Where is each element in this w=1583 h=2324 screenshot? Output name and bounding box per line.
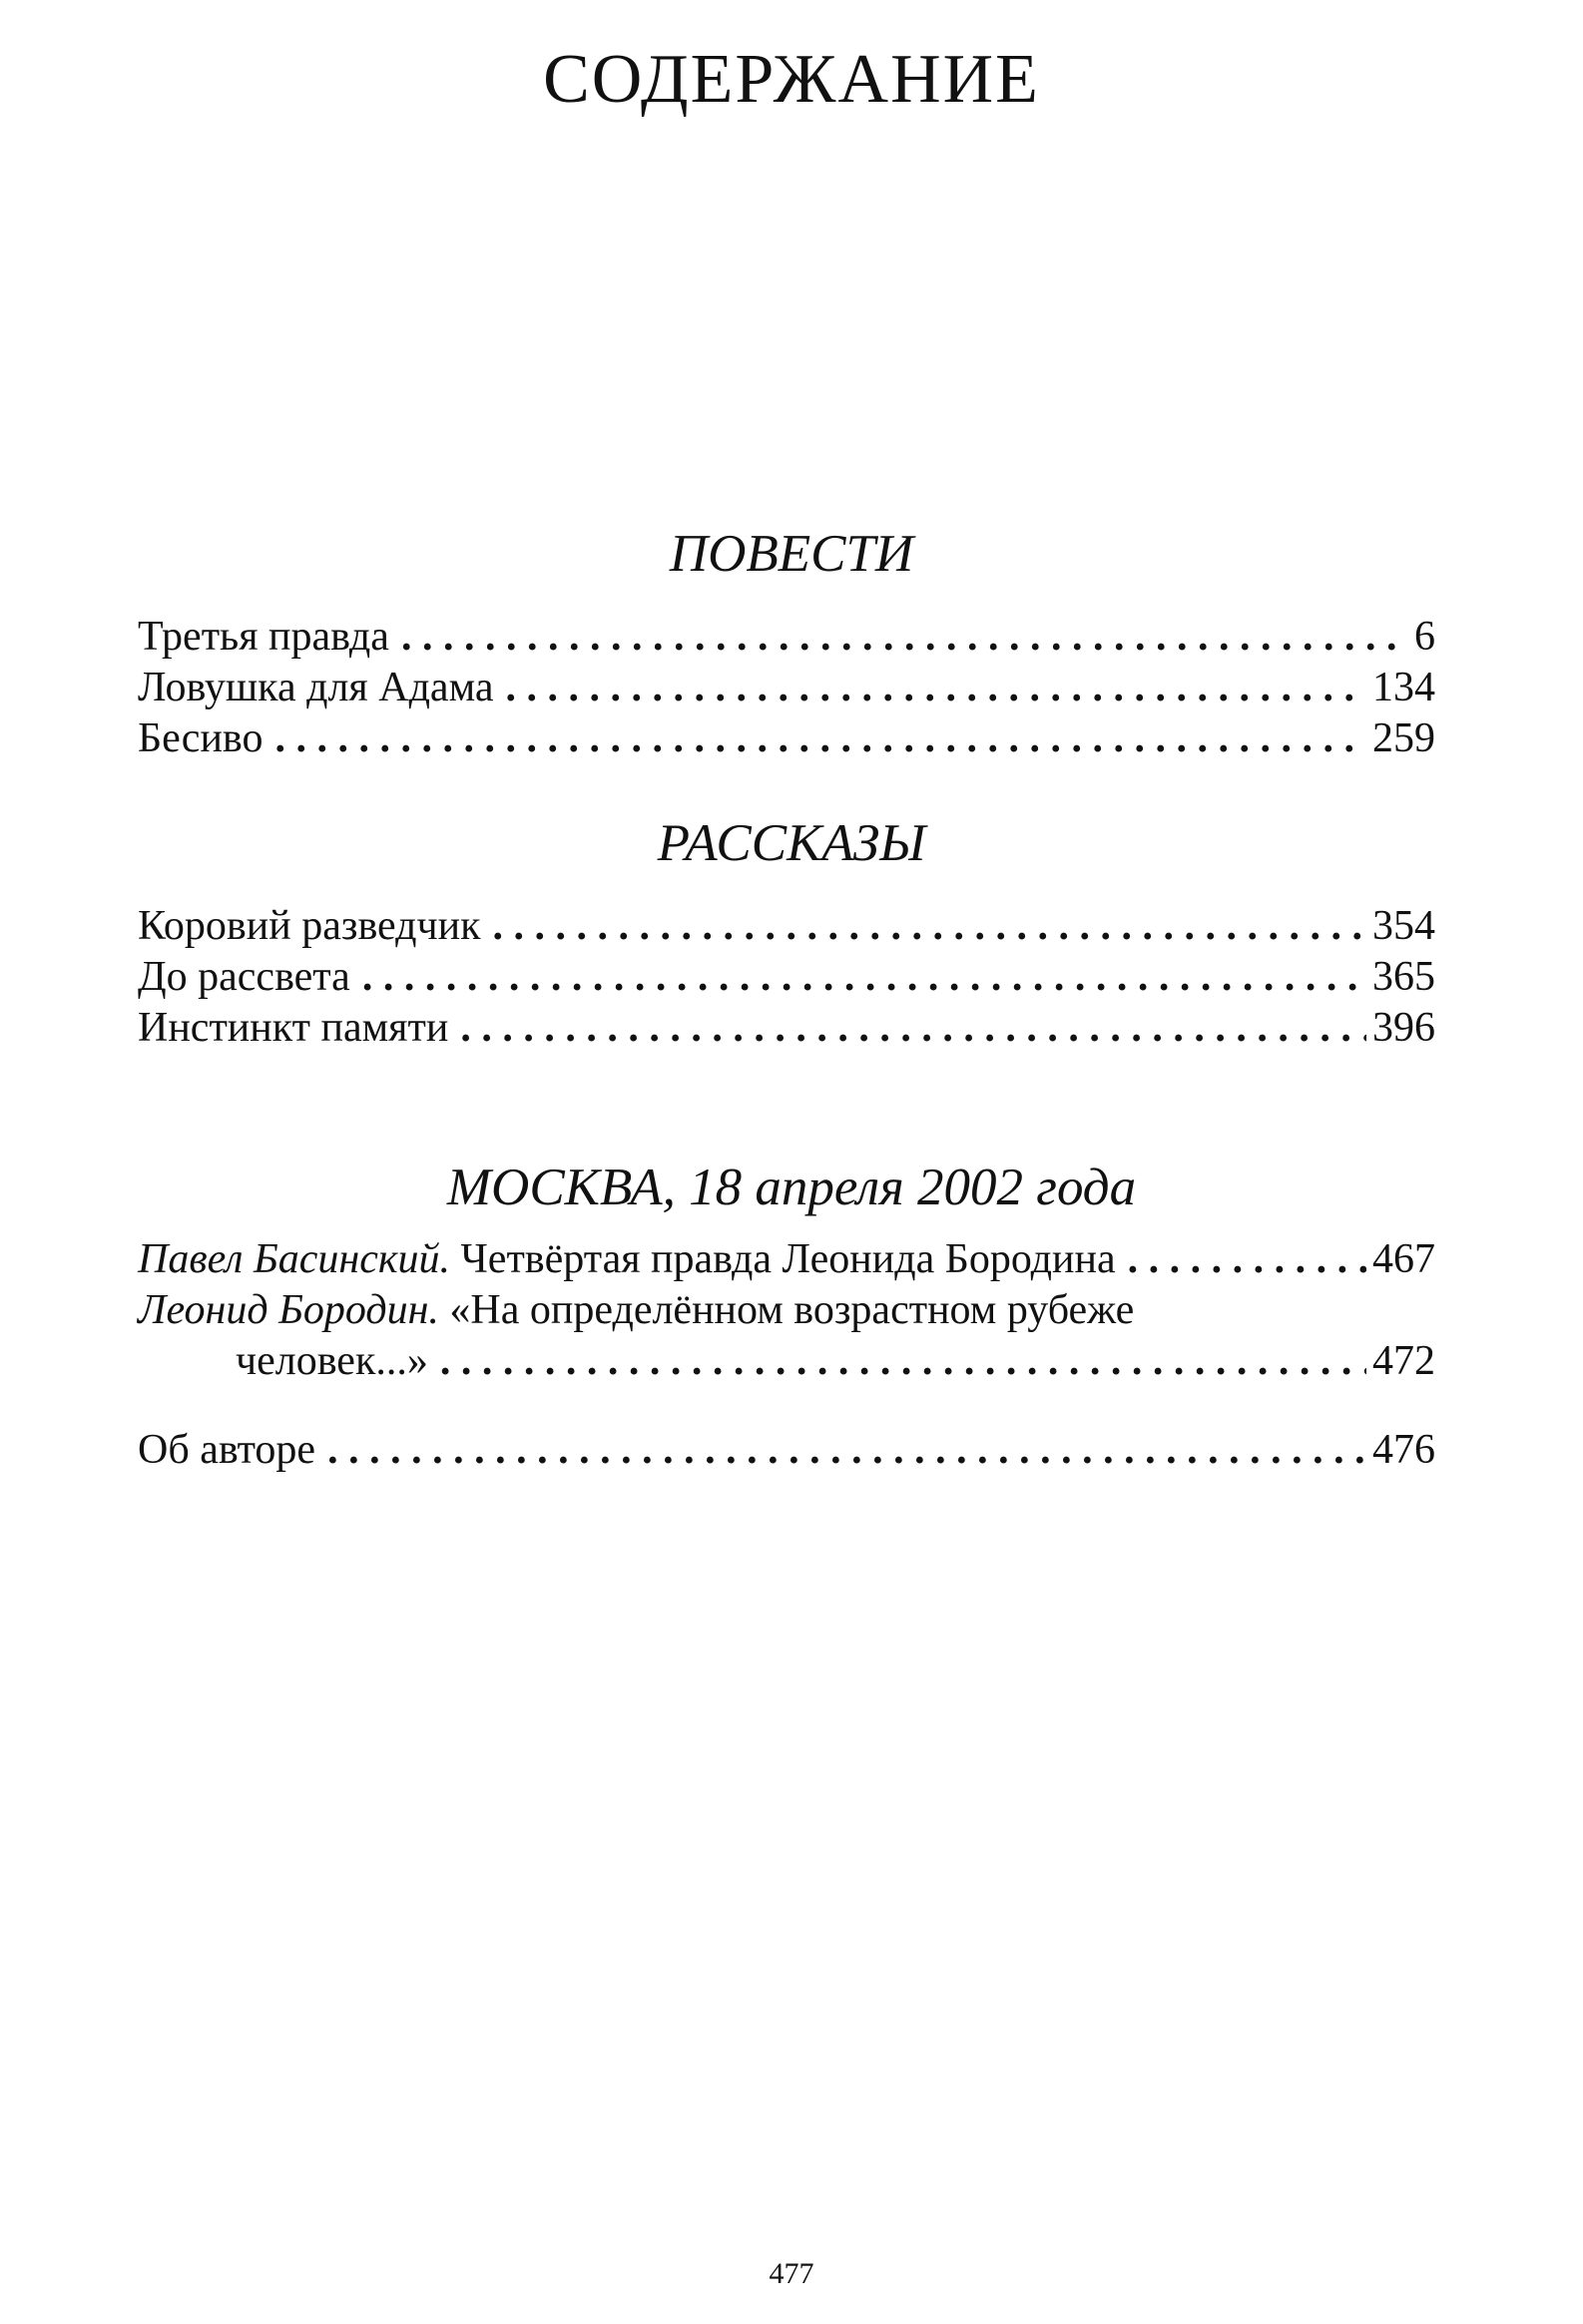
- entry-author: Леонид Бородин.: [138, 1287, 439, 1333]
- toc-section-povesti: [138, 612, 1435, 764]
- dot-leader: [460, 1003, 1366, 1054]
- dot-leader: [362, 952, 1366, 1003]
- toc-entry[interactable]: [138, 663, 1435, 713]
- entry-page: 476: [1372, 1427, 1435, 1473]
- entry-page: 259: [1372, 715, 1435, 761]
- entry-title: Об авторе: [138, 1427, 316, 1473]
- toc-entry-continuation[interactable]: [138, 1336, 1435, 1387]
- entry-title: Инстинкт памяти: [138, 1005, 449, 1051]
- toc-section-moskva: [138, 1234, 1435, 1387]
- entry-work: «На определённом возрастном рубеже: [438, 1287, 1135, 1333]
- toc-section-about: [138, 1425, 1435, 1476]
- toc-entry[interactable]: [138, 612, 1435, 663]
- dot-leader: [327, 1425, 1366, 1476]
- toc-entry[interactable]: [138, 1425, 1435, 1476]
- entry-title: До рассвета: [138, 954, 350, 1000]
- entry-page: 134: [1372, 665, 1435, 710]
- entry-page: 472: [1372, 1338, 1435, 1384]
- entry-page: 467: [1372, 1236, 1435, 1282]
- entry-title: Бесиво: [138, 715, 264, 761]
- entry-title: Коровий разведчик: [138, 903, 481, 949]
- toc-entry[interactable]: [138, 1003, 1435, 1054]
- entry-page: 365: [1372, 954, 1435, 1000]
- dot-leader: [506, 663, 1366, 713]
- toc-entry[interactable]: [138, 1285, 1435, 1336]
- section-heading-moskva: МОСКВА, 18 апреля 2002 года: [446, 1159, 1137, 1216]
- dot-leader: [440, 1336, 1366, 1387]
- section-heading-povesti: ПОВЕСТИ: [669, 525, 914, 583]
- entry-title: [138, 1287, 1134, 1333]
- toc-entry[interactable]: [138, 1234, 1435, 1285]
- toc-entry[interactable]: [138, 713, 1435, 764]
- entry-author: Павел Басинский.: [138, 1236, 451, 1282]
- entry-title: Третья правда: [138, 614, 389, 660]
- entry-page: 396: [1372, 1005, 1435, 1051]
- toc-section-rasskazy: [138, 901, 1435, 1054]
- page-number: 477: [769, 2257, 814, 2290]
- dot-leader: [401, 612, 1408, 663]
- toc-entry[interactable]: [138, 952, 1435, 1003]
- page-title: СОДЕРЖАНИЕ: [543, 41, 1040, 118]
- entry-page: 6: [1414, 614, 1435, 660]
- entry-title: Ловушка для Адама: [138, 665, 494, 710]
- dot-leader: [274, 713, 1366, 764]
- toc-entry[interactable]: [138, 901, 1435, 952]
- dot-leader: [1128, 1234, 1366, 1285]
- entry-work: Четвёртая правда Леонида Бородина: [450, 1236, 1116, 1282]
- dot-leader: [493, 901, 1367, 952]
- entry-title: [138, 1234, 1116, 1285]
- entry-page: 354: [1372, 903, 1435, 949]
- section-heading-rasskazy: РАССКАЗЫ: [657, 814, 926, 872]
- entry-title-continuation: человек...»: [236, 1338, 428, 1384]
